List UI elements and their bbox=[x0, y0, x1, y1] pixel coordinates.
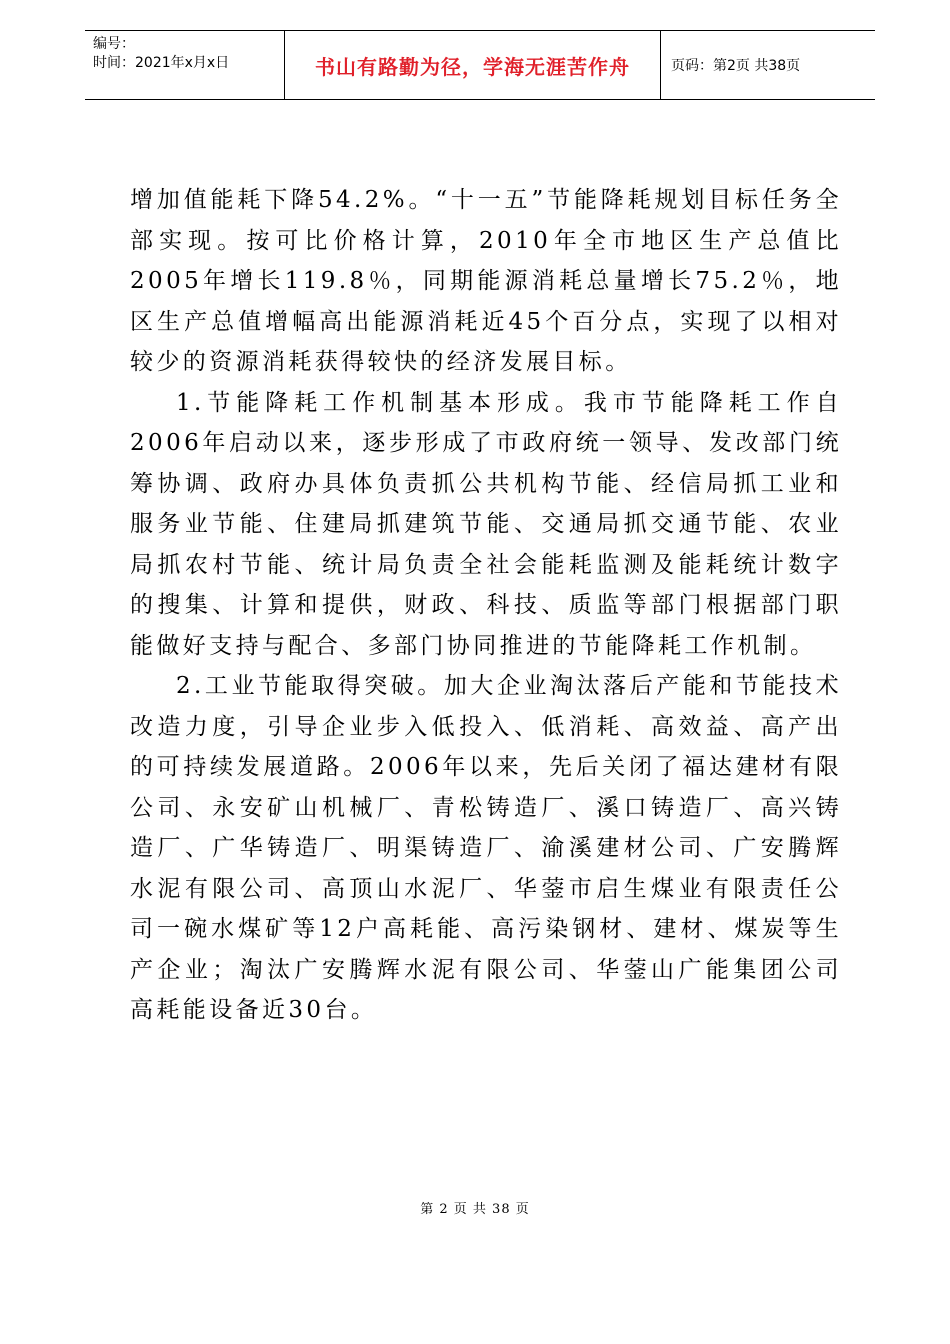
document-body bbox=[130, 180, 842, 1031]
paragraph: 增加值能耗下降54.2%。“十一五”节能降耗规划目标任务全部实现。按可比价格计算，2010年全市地区生产总值比2005年增长119.8％，同期能源消耗总量增长75.2％，地区生产总值增幅高出能源消耗近45个百分点，实现了以相对较少的资源消耗获得较快的经济发展目标。 bbox=[130, 187, 842, 375]
header-motto: 书山有路勤为径，学海无涯苦作舟 bbox=[285, 31, 661, 99]
header-page-code: 页码：第2页 共38页 bbox=[671, 58, 801, 74]
page-footer: 第 2 页 共 38 页 bbox=[420, 1202, 530, 1217]
paragraph: 2.工业节能取得突破。加大企业淘汰落后产能和节能技术改造力度，引导企业步入低投入、低消耗、高效益、高产出的可持续发展道路。2006年以来，先后关闭了福达建材有限公司、永安矿山机械厂、青松铸造厂、溪口铸造厂、高兴铸造厂、广华铸造厂、明渠铸造厂、渝溪建材公司、广安腾辉水泥有限公司、高顶山水泥厂、华蓥市启生煤业有限责任公司一碗水煤矿等12户高耗能、高污染钢材、建材、煤炭等生产企业；淘汰广安腾辉水泥有限公司、华蓥山广能集团公司高耗能设备近30台。 bbox=[130, 673, 842, 1023]
header-meta bbox=[85, 31, 285, 99]
serial-number-label: 编号： bbox=[93, 36, 135, 52]
page-header bbox=[85, 30, 875, 100]
paragraph: 1.节能降耗工作机制基本形成。我市节能降耗工作自2006年启动以来，逐步形成了市政府统一领导、发改部门统筹协调、政府办具体负责抓公共机构节能、经信局抓工业和服务业节能、住建局抓建筑节能、交通局抓交通节能、农业局抓农村节能、统计局负责全社会能耗监测及能耗统计数字的搜集、计算和提供，财政、科技、质监等部门根据部门职能做好支持与配合、多部门协同推进的节能降耗工作机制。 bbox=[130, 389, 842, 659]
time-label: 时间：2021年x月x日 bbox=[93, 55, 230, 71]
